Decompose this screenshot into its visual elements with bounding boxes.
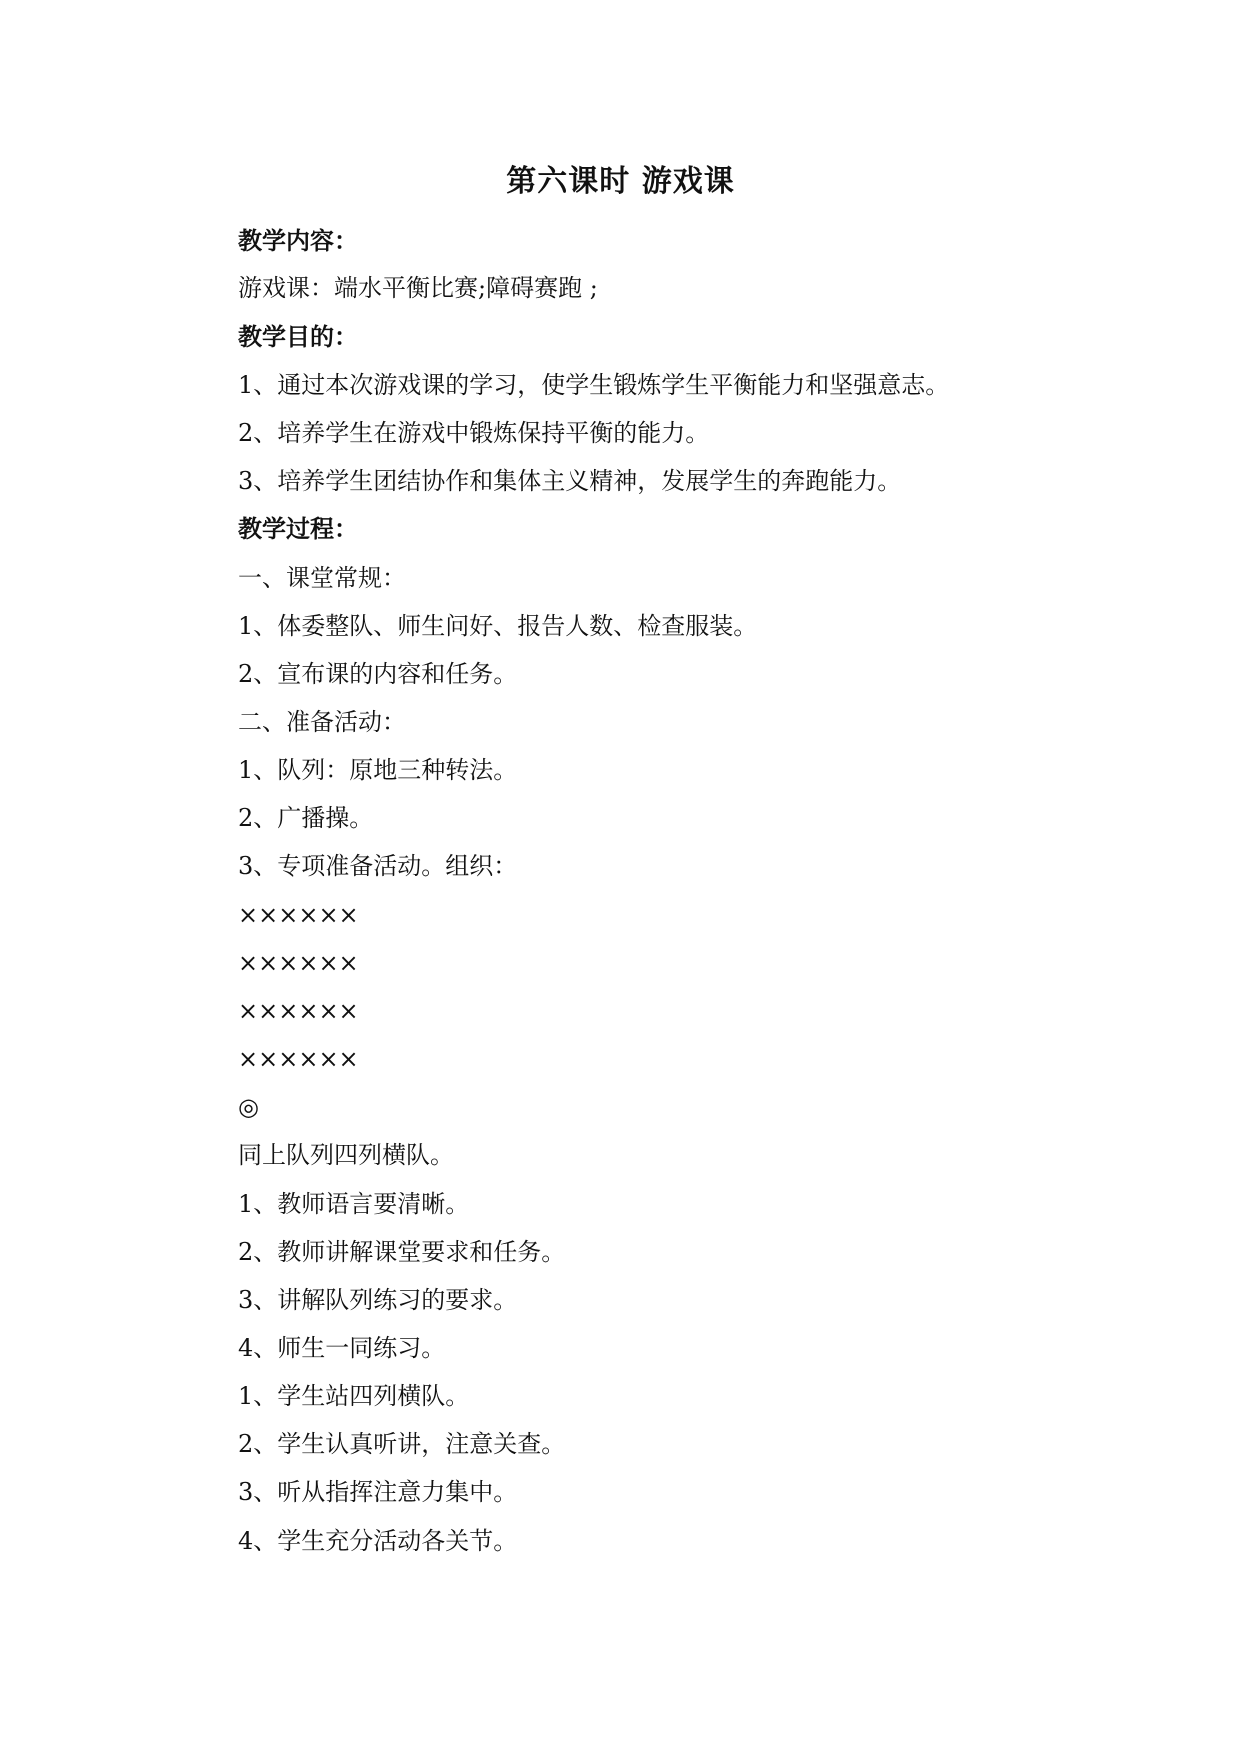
- list-item: 2、广播操。: [238, 804, 374, 832]
- formation-row: ××××××: [238, 1045, 359, 1073]
- teacher-item: 3、讲解队列练习的要求。: [238, 1286, 518, 1314]
- formation-row: ××××××: [238, 901, 359, 929]
- teacher-position-symbol: ◎: [238, 1093, 259, 1121]
- list-item: 1、队列：原地三种转法。: [238, 756, 518, 784]
- student-item: 3、听从指挥注意力集中。: [238, 1478, 518, 1506]
- student-item: 2、学生认真听讲，注意关查。: [238, 1430, 566, 1458]
- teacher-item: 1、教师语言要清晰。: [238, 1190, 470, 1218]
- list-item: 1、体委整队、师生问好、报告人数、检查服装。: [238, 612, 758, 640]
- process-heading: 教学过程：: [238, 514, 358, 543]
- formation-row: ××××××: [238, 997, 359, 1025]
- teacher-item: 2、教师讲解课堂要求和任务。: [238, 1238, 566, 1266]
- teacher-item: 4、师生一同练习。: [238, 1334, 446, 1362]
- aim-item: 3、培养学生团结协作和集体主义精神，发展学生的奔跑能力。: [238, 467, 902, 495]
- student-item: 1、学生站四列横队。: [238, 1382, 470, 1410]
- list-item: 2、宣布课的内容和任务。: [238, 660, 518, 688]
- section-heading: 二、准备活动：: [238, 708, 406, 736]
- formation-note: 同上队列四列横队。: [238, 1141, 454, 1169]
- aim-item: 1、通过本次游戏课的学习，使学生锻炼学生平衡能力和坚强意志。: [238, 371, 950, 399]
- list-item: 3、专项准备活动。组织：: [238, 852, 518, 880]
- aims-heading: 教学目的：: [238, 322, 358, 351]
- content-text: 游戏课：端水平衡比赛;障碍赛跑 ;: [238, 274, 598, 302]
- student-item: 4、学生充分活动各关节。: [238, 1527, 518, 1555]
- document-title: 第六课时 游戏课: [506, 164, 735, 199]
- content-heading: 教学内容：: [238, 226, 358, 255]
- formation-row: ××××××: [238, 949, 359, 977]
- section-heading: 一、课堂常规：: [238, 564, 406, 592]
- aim-item: 2、培养学生在游戏中锻炼保持平衡的能力。: [238, 419, 710, 447]
